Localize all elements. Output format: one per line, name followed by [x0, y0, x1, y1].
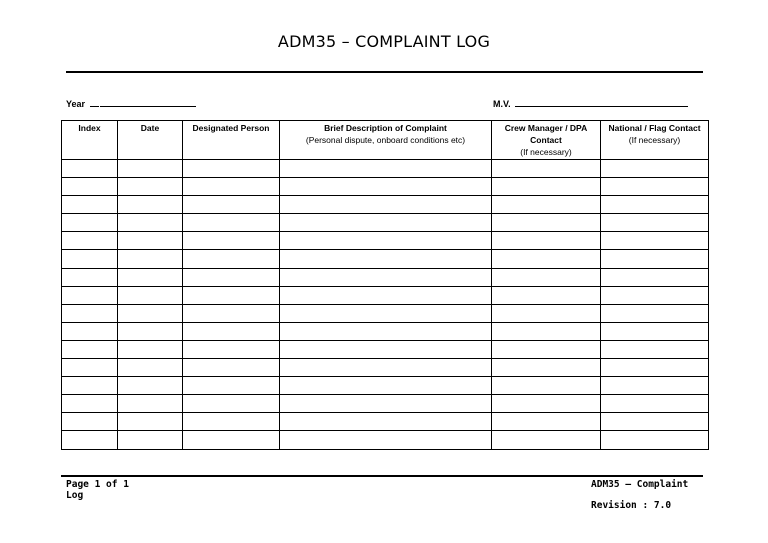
cell-description[interactable] — [280, 214, 492, 232]
table-row — [62, 268, 709, 286]
cell-description[interactable] — [280, 359, 492, 377]
cell-index[interactable] — [62, 413, 118, 431]
cell-date[interactable] — [118, 359, 183, 377]
cell-index[interactable] — [62, 322, 118, 340]
cell-date[interactable] — [118, 178, 183, 196]
cell-description[interactable] — [280, 431, 492, 449]
table-body — [62, 160, 709, 450]
cell-designated-person[interactable] — [183, 322, 280, 340]
table-row — [62, 250, 709, 268]
header-crew-manager-note: (If necessary) — [520, 147, 572, 157]
header-divider — [66, 71, 703, 73]
cell-designated-person[interactable] — [183, 214, 280, 232]
year-label: Year — [66, 99, 86, 109]
cell-date[interactable] — [118, 160, 183, 178]
table-row — [62, 413, 709, 431]
cell-designated-person[interactable] — [183, 431, 280, 449]
cell-crew-manager[interactable] — [492, 214, 601, 232]
year-blank[interactable] — [100, 97, 196, 107]
header-crew-manager: Crew Manager / DPA Contact (If necessary) — [492, 121, 601, 160]
revision-number: Revision : 7.0 — [591, 500, 672, 511]
cell-description[interactable] — [280, 250, 492, 268]
cell-index[interactable] — [62, 232, 118, 250]
table-row — [62, 160, 709, 178]
cell-date[interactable] — [118, 214, 183, 232]
cell-national-flag[interactable] — [601, 160, 709, 178]
cell-index[interactable] — [62, 286, 118, 304]
cell-index[interactable] — [62, 377, 118, 395]
cell-index[interactable] — [62, 214, 118, 232]
footer-divider — [61, 475, 703, 477]
cell-date[interactable] — [118, 304, 183, 322]
table-row — [62, 359, 709, 377]
table-row — [62, 340, 709, 358]
cell-national-flag[interactable] — [601, 286, 709, 304]
cell-date[interactable] — [118, 431, 183, 449]
table-row — [62, 304, 709, 322]
cell-description[interactable] — [280, 268, 492, 286]
table-row — [62, 178, 709, 196]
cell-date[interactable] — [118, 322, 183, 340]
mv-blank[interactable] — [515, 97, 688, 107]
cell-description[interactable] — [280, 178, 492, 196]
cell-description[interactable] — [280, 395, 492, 413]
table-row — [62, 377, 709, 395]
cell-index[interactable] — [62, 250, 118, 268]
cell-national-flag[interactable] — [601, 214, 709, 232]
page-number: Page 1 of 1 — [66, 479, 129, 490]
page-info — [66, 479, 129, 501]
cell-crew-manager[interactable] — [492, 431, 601, 449]
cell-designated-person[interactable] — [183, 250, 280, 268]
cell-date[interactable] — [118, 395, 183, 413]
cell-designated-person[interactable] — [183, 413, 280, 431]
cell-index[interactable] — [62, 395, 118, 413]
cell-date[interactable] — [118, 413, 183, 431]
cell-crew-manager[interactable] — [492, 196, 601, 214]
year-blank-short[interactable] — [90, 97, 99, 107]
cell-description[interactable] — [280, 322, 492, 340]
cell-crew-manager[interactable] — [492, 268, 601, 286]
cell-description[interactable] — [280, 377, 492, 395]
header-national-flag: National / Flag Contact (If necessary) — [601, 121, 709, 160]
table-row — [62, 286, 709, 304]
cell-index[interactable] — [62, 304, 118, 322]
cell-national-flag[interactable] — [601, 250, 709, 268]
cell-national-flag[interactable] — [601, 431, 709, 449]
cell-index[interactable] — [62, 178, 118, 196]
header-national-flag-note: (If necessary) — [628, 135, 681, 145]
table-header-row — [62, 121, 709, 160]
cell-designated-person[interactable] — [183, 377, 280, 395]
cell-description[interactable] — [280, 196, 492, 214]
cell-national-flag[interactable] — [601, 232, 709, 250]
cell-national-flag[interactable] — [601, 304, 709, 322]
year-field — [66, 97, 196, 109]
cell-national-flag[interactable] — [601, 340, 709, 358]
cell-national-flag[interactable] — [601, 395, 709, 413]
cell-index[interactable] — [62, 431, 118, 449]
cell-national-flag[interactable] — [601, 322, 709, 340]
cell-index[interactable] — [62, 196, 118, 214]
mv-label: M.V. — [493, 99, 511, 109]
cell-crew-manager[interactable] — [492, 178, 601, 196]
table-row — [62, 395, 709, 413]
cell-description[interactable] — [280, 160, 492, 178]
cell-designated-person[interactable] — [183, 160, 280, 178]
cell-national-flag[interactable] — [601, 413, 709, 431]
page-info-continued: Log — [66, 490, 84, 501]
cell-crew-manager[interactable] — [492, 395, 601, 413]
cell-crew-manager[interactable] — [492, 340, 601, 358]
cell-designated-person[interactable] — [183, 286, 280, 304]
doc-reference: ADM35 – Complaint — [591, 479, 689, 490]
table-row — [62, 214, 709, 232]
cell-description[interactable] — [280, 232, 492, 250]
cell-national-flag[interactable] — [601, 377, 709, 395]
mv-field — [493, 97, 688, 109]
cell-date[interactable] — [118, 268, 183, 286]
header-index: Index — [62, 121, 118, 160]
cell-date[interactable] — [118, 196, 183, 214]
cell-designated-person[interactable] — [183, 178, 280, 196]
cell-description[interactable] — [280, 286, 492, 304]
cell-designated-person[interactable] — [183, 359, 280, 377]
header-date: Date — [118, 121, 183, 160]
cell-crew-manager[interactable] — [492, 286, 601, 304]
cell-crew-manager[interactable] — [492, 322, 601, 340]
cell-national-flag[interactable] — [601, 359, 709, 377]
cell-date[interactable] — [118, 377, 183, 395]
cell-crew-manager[interactable] — [492, 304, 601, 322]
cell-designated-person[interactable] — [183, 196, 280, 214]
table-row — [62, 196, 709, 214]
cell-national-flag[interactable] — [601, 178, 709, 196]
cell-designated-person[interactable] — [183, 340, 280, 358]
cell-index[interactable] — [62, 268, 118, 286]
cell-designated-person[interactable] — [183, 304, 280, 322]
cell-designated-person[interactable] — [183, 395, 280, 413]
cell-date[interactable] — [118, 286, 183, 304]
header-designated-person: Designated Person — [183, 121, 280, 160]
cell-date[interactable] — [118, 232, 183, 250]
cell-index[interactable] — [62, 359, 118, 377]
cell-crew-manager[interactable] — [492, 413, 601, 431]
table-row — [62, 322, 709, 340]
cell-date[interactable] — [118, 250, 183, 268]
cell-index[interactable] — [62, 160, 118, 178]
cell-national-flag[interactable] — [601, 196, 709, 214]
header-description: Brief Description of Complaint (Personal dispute, onboard conditions etc) — [280, 121, 492, 160]
cell-designated-person[interactable] — [183, 268, 280, 286]
table-row — [62, 431, 709, 449]
cell-crew-manager[interactable] — [492, 377, 601, 395]
cell-national-flag[interactable] — [601, 268, 709, 286]
cell-crew-manager[interactable] — [492, 359, 601, 377]
cell-designated-person[interactable] — [183, 232, 280, 250]
cell-crew-manager[interactable] — [492, 232, 601, 250]
document-title: ADM35 – COMPLAINT LOG — [277, 32, 491, 51]
cell-index[interactable] — [62, 340, 118, 358]
cell-description[interactable] — [280, 340, 492, 358]
cell-crew-manager[interactable] — [492, 250, 601, 268]
table-row — [62, 232, 709, 250]
cell-description[interactable] — [280, 413, 492, 431]
header-description-note: (Personal dispute, onboard conditions etc) — [305, 135, 466, 145]
cell-crew-manager[interactable] — [492, 160, 601, 178]
cell-description[interactable] — [280, 304, 492, 322]
complaint-log-table — [61, 120, 709, 450]
cell-date[interactable] — [118, 340, 183, 358]
